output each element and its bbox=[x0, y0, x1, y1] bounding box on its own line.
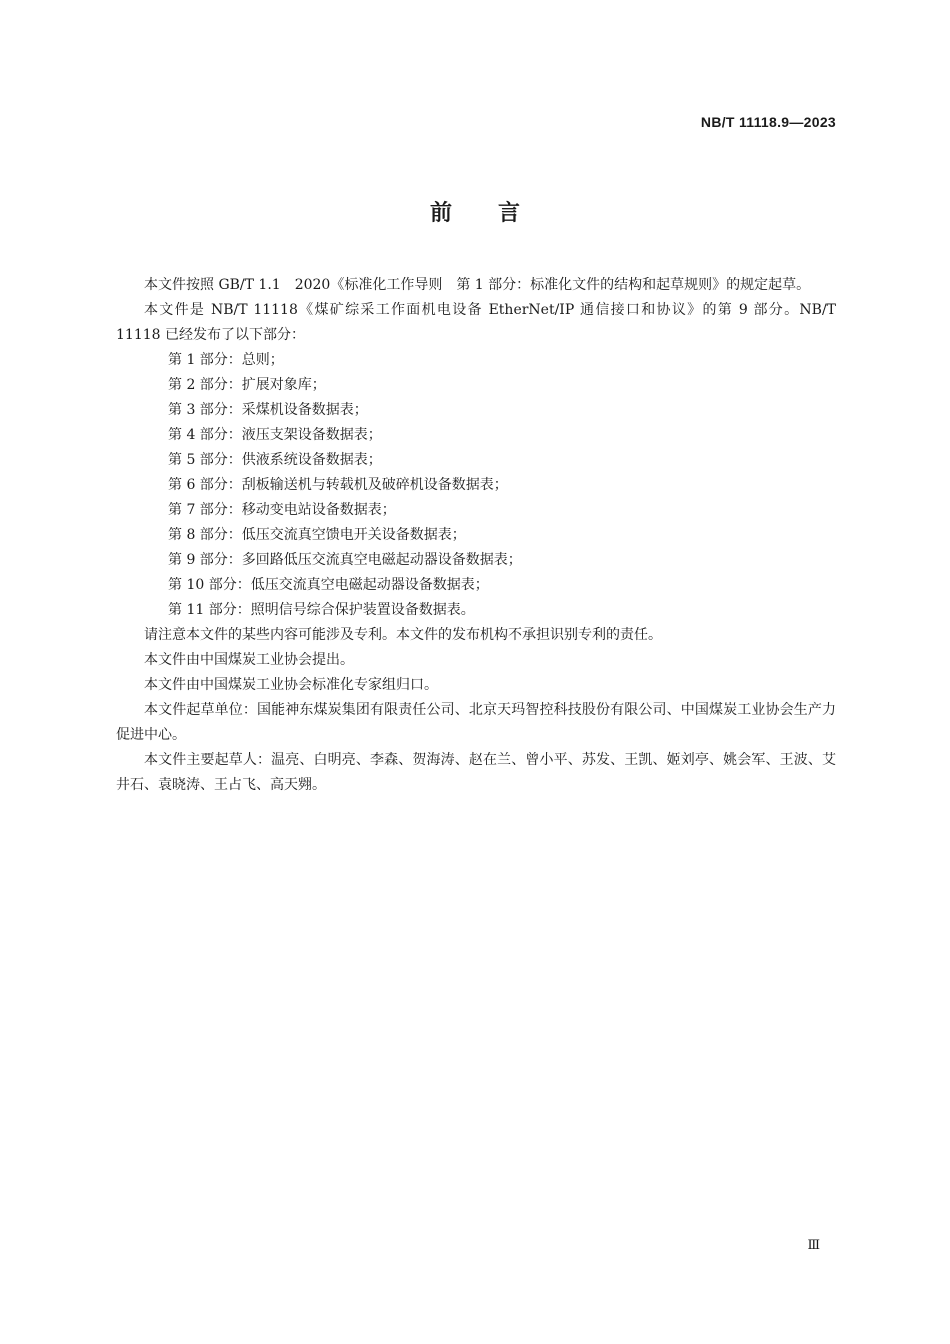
list-item: 第 11 部分：照明信号综合保护装置设备数据表。 bbox=[168, 602, 475, 618]
intro-paragraph-2: 本文件是 NB/T 11118《煤矿综采工作面机电设备 EtherNet/IP 通信接口和协议》的第 9 部分。NB/T 11118 已经发布了以下部分： bbox=[116, 302, 836, 343]
page-number: Ⅲ bbox=[807, 1238, 820, 1253]
drafting-units: 本文件起草单位：国能神东煤炭集团有限责任公司、北京天玛智控科技股份有限公司、中国煤炭工业协会生产力促进中心。 bbox=[116, 702, 836, 743]
drafters: 本文件主要起草人：温亮、白明亮、李森、贺海涛、赵在兰、曾小平、苏发、王凯、姬刘亭、姚会军、王波、艾井石、袁晓涛、王占飞、高天翙。 bbox=[116, 752, 836, 793]
custodian-statement: 本文件由中国煤炭工业协会标准化专家组归口。 bbox=[144, 677, 438, 693]
list-item: 第 9 部分：多回路低压交流真空电磁起动器设备数据表； bbox=[168, 552, 522, 568]
list-item: 第 8 部分：低压交流真空馈电开关设备数据表； bbox=[168, 527, 466, 543]
list-item: 第 1 部分：总则； bbox=[168, 352, 284, 368]
list-item: 第 10 部分：低压交流真空电磁起动器设备数据表； bbox=[168, 577, 489, 593]
list-item: 第 2 部分：扩展对象库； bbox=[168, 377, 326, 393]
list-item: 第 5 部分：供液系统设备数据表； bbox=[168, 452, 382, 468]
list-item: 第 6 部分：刮板输送机与转载机及破碎机设备数据表； bbox=[168, 477, 508, 493]
list-item: 第 3 部分：采煤机设备数据表； bbox=[168, 402, 368, 418]
intro-paragraph-1: 本文件按照 GB/T 1.1 2020《标准化工作导则 第 1 部分：标准化文件的结构和起草规则》的规定起草。 bbox=[144, 277, 811, 293]
page-title: 前言 bbox=[429, 201, 566, 226]
list-item: 第 7 部分：移动变电站设备数据表； bbox=[168, 502, 396, 518]
standard-code: NB/T 11118.9—2023 bbox=[700, 114, 836, 130]
parts-list bbox=[116, 348, 836, 623]
proposer-statement: 本文件由中国煤炭工业协会提出。 bbox=[144, 652, 354, 668]
document-body bbox=[116, 273, 836, 798]
list-item: 第 4 部分：液压支架设备数据表； bbox=[168, 427, 382, 443]
patent-notice: 请注意本文件的某些内容可能涉及专利。本文件的发布机构不承担识别专利的责任。 bbox=[144, 627, 662, 643]
